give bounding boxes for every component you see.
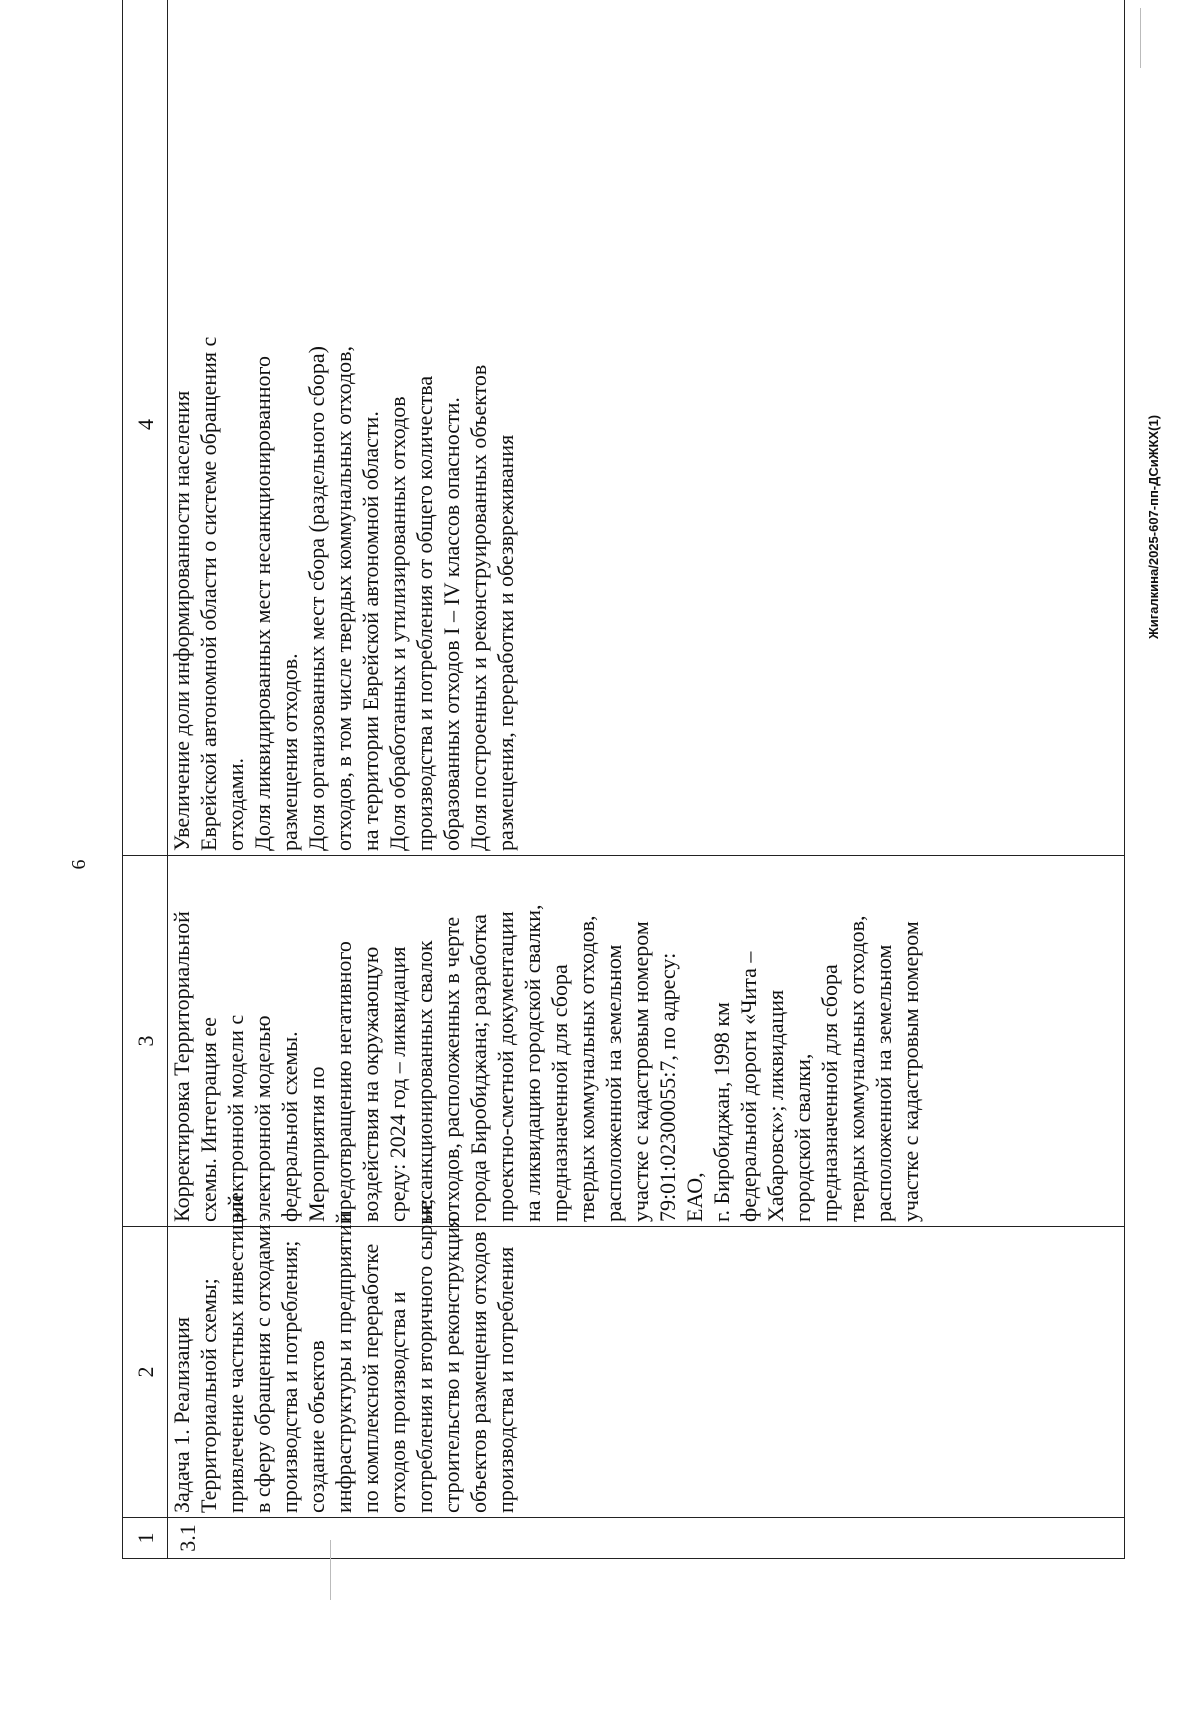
measures-line: воздействия на окружающую <box>358 946 383 1222</box>
task-line: объектов размещения отходов <box>466 1231 491 1513</box>
header-col-2: 2 <box>123 1227 168 1518</box>
row-number-cell: 3.1 <box>168 1518 1125 1559</box>
indicators-line: Доля обработанных и утилизированных отходов <box>385 396 410 851</box>
measures-line: на ликвидацию городской свалки, <box>520 904 545 1222</box>
indicators-line: производства и потребления от общего количества <box>412 375 437 851</box>
scan-edge-mark <box>1140 8 1141 68</box>
task-line: потребления и вторичного сырья; <box>412 1198 437 1513</box>
measures-line: города Биробиджана; разработка <box>466 914 491 1222</box>
task-line: Территориальной схемы; <box>196 1278 221 1513</box>
measures-line: предназначенной для сбора <box>547 964 572 1222</box>
header-col-4: 4 <box>123 0 168 856</box>
indicators-line: отходов, в том числе твердых коммунальных отходов, <box>331 345 356 851</box>
measures-line: городской свалки, <box>790 1053 815 1222</box>
indicators-line: размещения отходов. <box>277 653 302 851</box>
measures-line: среду: 2024 год – ликвидация <box>385 946 410 1222</box>
document-registration-code: Жигалкина/2025-607-пп-ДСиЖКХ(1) <box>1146 414 1161 639</box>
measures-line: 79:01:02300055:7, по адресу: <box>655 952 680 1222</box>
task-line: по комплексной переработке <box>358 1243 383 1513</box>
indicators-line: Доля организованных мест сбора (раздельного сбора) <box>304 346 329 851</box>
measures-line: Хабаровск»; ликвидация <box>763 989 788 1222</box>
task-line: привлечение частных инвестиций <box>223 1194 248 1513</box>
measures-line: схемы. Интеграция ее <box>196 1017 221 1222</box>
measures-line: проектно-сметной документации <box>493 911 518 1222</box>
header-col-3: 3 <box>123 856 168 1227</box>
task-line: создание объектов <box>304 1340 329 1513</box>
measures-line: твердых коммунальных отходов, <box>844 915 869 1222</box>
task-line: строительство и реконструкция <box>439 1216 464 1513</box>
page-number: 6 <box>68 859 90 870</box>
indicators-line: Еврейской автономной области о системе обращения с <box>196 336 221 851</box>
measures-line: предназначенной для сбора <box>817 964 842 1222</box>
measures-line: участке с кадастровым номером <box>628 921 653 1222</box>
measures-line: твердых коммунальных отходов, <box>574 915 599 1222</box>
scan-edge-mark <box>330 1540 331 1600</box>
task-line: производства и потребления <box>493 1246 518 1513</box>
indicators-line: Увеличение доли информированности населения <box>169 390 194 851</box>
measures-line: расположенной на земельном <box>601 944 626 1222</box>
measures-line: отходов, расположенных в черте <box>439 916 464 1222</box>
table-header-row <box>123 0 168 1559</box>
measures-cell <box>168 856 1125 1227</box>
measures-table <box>122 0 1125 1559</box>
measures-line: г. Биробиджан, 1998 км <box>709 1002 734 1222</box>
measures-line: несанкционированных свалок <box>412 940 437 1222</box>
indicators-line: Доля построенных и реконструированных объектов <box>466 364 491 851</box>
measures-line: предотвращению негативного <box>331 941 356 1222</box>
task-line: в сферу обращения с отходами <box>250 1224 275 1513</box>
measures-line: федеральной дороги «Чита – <box>736 951 761 1222</box>
task-line: инфраструктуры и предприятий <box>331 1212 356 1513</box>
measures-line: электронной модели с <box>223 1014 248 1222</box>
indicators-cell <box>168 0 1125 856</box>
measures-line: Мероприятия по <box>304 1066 329 1222</box>
header-col-1: 1 <box>123 1518 168 1559</box>
indicators-line: отходами. <box>223 757 248 851</box>
indicators-line: на территории Еврейской автономной области. <box>358 411 383 851</box>
indicators-line: Доля ликвидированных мест несанкционированного <box>250 355 275 851</box>
indicators-line: образованных отходов I – IV классов опасности. <box>439 397 464 851</box>
task-line: отходов производства и <box>385 1291 410 1513</box>
measures-line: ЕАО, <box>682 1172 707 1222</box>
indicators-line: размещения, переработки и обезвреживания <box>493 434 518 851</box>
table-row <box>168 0 1125 1559</box>
task-line: производства и потребления; <box>277 1240 302 1513</box>
measures-line: Корректировка Территориальной <box>169 911 194 1222</box>
measures-line: федеральной схемы. <box>277 1031 302 1222</box>
measures-line: участке с кадастровым номером <box>898 921 923 1222</box>
measures-line: электронной моделью <box>250 1015 275 1222</box>
measures-line: расположенной на земельном <box>871 944 896 1222</box>
task-line: Задача 1. Реализация <box>169 1316 194 1513</box>
